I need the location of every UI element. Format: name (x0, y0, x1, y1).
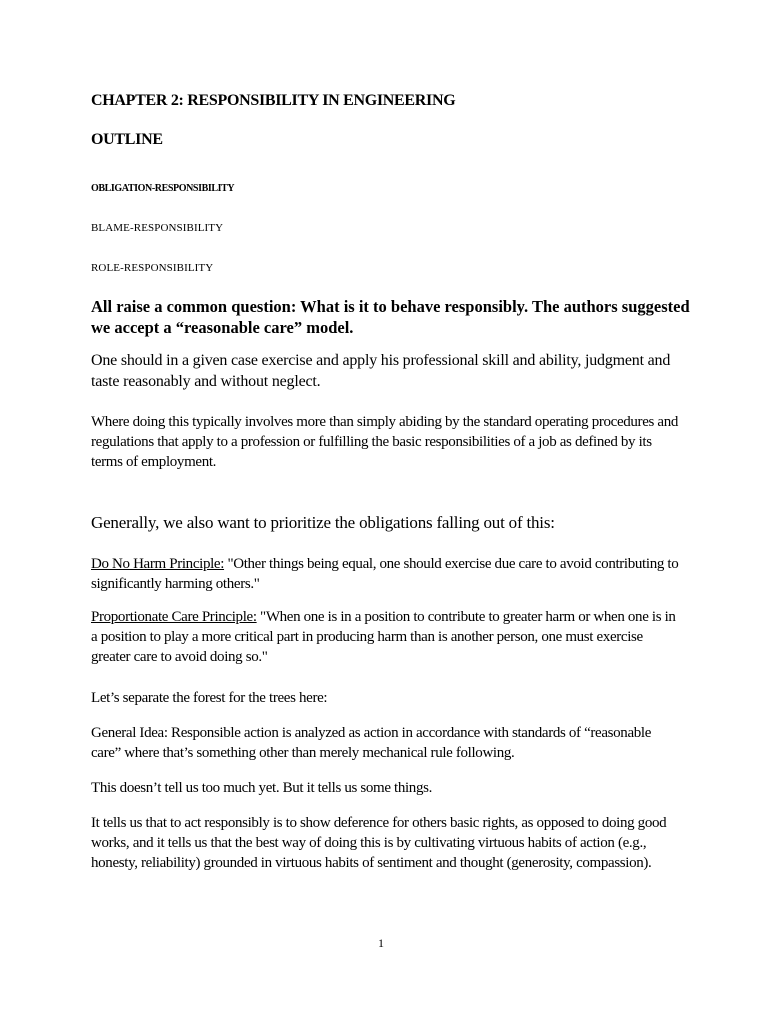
para-forest: Let’s separate the forest for the trees here: (91, 690, 328, 706)
para-reasonable-care: One should in a given case exercise and apply his professional skill and ability, judgment and taste reasonably and without neglect. (91, 352, 671, 390)
outline-heading: OUTLINE (91, 131, 163, 148)
outline-item-blame: BLAME-RESPONSIBILITY (91, 222, 224, 234)
principle-proportionate-care-text: "When one is in a position to contribute to greater harm or when one is in a position to play a more critical part in producing harm than is another person, one must exercise greater care to avoid doing so." (91, 609, 676, 665)
chapter-title: CHAPTER 2: RESPONSIBILITY IN ENGINEERING (91, 92, 456, 109)
para-where-doing: Where doing this typically involves more than simply abiding by the standard operating procedures and regulations that apply to a profession or fulfilling the basic responsibilities of a job as defined by its terms of employment. (91, 414, 678, 470)
para-general-idea: General Idea: Responsible action is analyzed as action in accordance with standards of “reasonable care” where that’s something other than merely mechanical rule following. (91, 725, 652, 761)
outline-item-obligation: OBLIGATION-RESPONSIBILITY (91, 183, 235, 194)
lead-question: All raise a common question: What is it to behave responsibly. The authors suggested we accept a “reasonable care” model. (91, 297, 690, 337)
principle-do-no-harm-label: Do No Harm Principle: (91, 556, 225, 572)
principle-do-no-harm-text: "Other things being equal, one should exercise due care to avoid contributing to significantly harming others." (91, 556, 679, 592)
principle-proportionate-care (91, 607, 681, 667)
para-generally: Generally, we also want to prioritize the obligations falling out of this: (91, 513, 555, 532)
page-number: 1 (378, 936, 384, 950)
para-doesnt-tell: This doesn’t tell us too much yet. But it tells us some things. (91, 780, 432, 796)
outline-item-role: ROLE-RESPONSIBILITY (91, 262, 214, 274)
principle-do-no-harm (91, 554, 681, 594)
principle-proportionate-care-label: Proportionate Care Principle: (91, 609, 257, 625)
para-tells-us: It tells us that to act responsibly is to show deference for others basic rights, as opposed to doing good works, and it tells us that the best way of doing this is by cultivating virtuous habits of action (e.g., honesty, reliability) grounded in virtuous habits of sentiment and thought (generosity, compassion). (91, 815, 667, 871)
